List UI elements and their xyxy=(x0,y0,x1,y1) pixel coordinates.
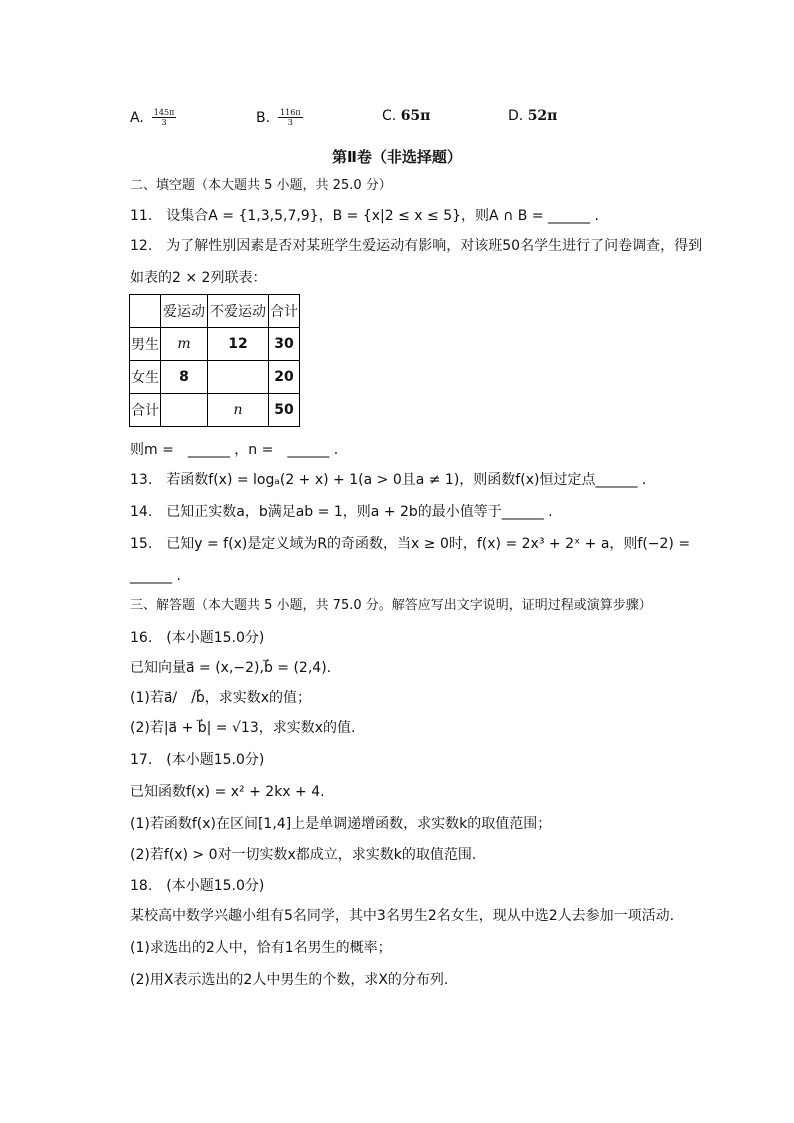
table-header-cell: 爱运动 xyxy=(161,295,208,328)
table-cell: n xyxy=(208,394,269,427)
option-a xyxy=(130,108,176,127)
section-title: 第Ⅱ卷（非选择题） xyxy=(332,148,462,166)
question-17-head: 17. (本小题15.0分) xyxy=(130,752,265,768)
option-d-label: D. xyxy=(508,108,524,124)
question-17-part1: (1)若函数f(x)在区间[1,4]上是单调递增函数，求实数k的取值范围； xyxy=(130,816,552,832)
option-c xyxy=(382,108,430,124)
question-12-answer: 则m = ______ ，n = ______ . xyxy=(130,442,339,458)
table-row xyxy=(130,394,300,427)
table-cell: 合计 xyxy=(130,394,161,427)
contingency-table xyxy=(129,294,300,427)
option-b-fraction xyxy=(278,108,303,127)
option-b xyxy=(256,108,303,127)
question-18-stem: 某校高中数学兴趣小组有5名同学，其中3名男生2名女生，现从中选2人去参加一项活动. xyxy=(130,908,675,924)
table-cell: 50 xyxy=(269,394,300,427)
question-17-part2: (2)若f(x) > 0对一切实数x都成立，求实数k的取值范围. xyxy=(130,847,477,863)
table-cell: 20 xyxy=(269,361,300,394)
question-12-line1: 12. 为了解性别因素是否对某班学生爱运动有影响，对该班50名学生进行了问卷调查，得到 xyxy=(130,238,703,254)
question-16-part1: (1)若a⃗/ /b⃗，求实数x的值； xyxy=(130,690,312,706)
table-cell: 30 xyxy=(269,328,300,361)
fill-blank-header: 二、填空题（本大题共 5 小题，共 25.0 分） xyxy=(130,178,392,193)
table-cell xyxy=(208,361,269,394)
option-c-value: 65π xyxy=(400,108,431,124)
question-11: 11. 设集合A = {1,3,5,7,9}，B = {x|2 ≤ x ≤ 5}，则A ∩ B = ______ . xyxy=(130,208,599,224)
table-header-cell: 合计 xyxy=(269,295,300,328)
table-header-cell: 不爱运动 xyxy=(208,295,269,328)
table-cell: 男生 xyxy=(130,328,161,361)
question-15-line1: 15. 已知y = f(x)是定义域为R的奇函数，当x ≥ 0时，f(x) = 2x³ + 2ˣ + a，则f(−2) = xyxy=(130,536,691,552)
table-cell: m xyxy=(161,328,208,361)
table-row xyxy=(130,328,300,361)
option-b-label: B. xyxy=(256,109,271,126)
table-cell: 女生 xyxy=(130,361,161,394)
question-18-part1: (1)求选出的2人中，恰有1名男生的概率； xyxy=(130,940,392,956)
question-15-line2: ______ . xyxy=(130,568,181,584)
question-12-line2: 如表的2 × 2列联表： xyxy=(130,270,267,286)
option-d-value: 52π xyxy=(527,108,558,124)
option-a-label: A. xyxy=(130,109,144,126)
question-18-head: 18. (本小题15.0分) xyxy=(130,878,265,894)
option-b-denominator: 3 xyxy=(287,118,293,127)
question-16-stem: 已知向量a⃗ = (x,−2),b⃗ = (2,4). xyxy=(130,660,332,676)
question-13: 13. 若函数f(x) = logₐ(2 + x) + 1(a > 0且a ≠ 1)，则函数f(x)恒过定点______ . xyxy=(130,472,647,488)
option-a-numerator: 145π xyxy=(153,108,175,117)
table-cell xyxy=(130,295,161,328)
option-a-denominator: 3 xyxy=(161,118,167,127)
option-b-numerator: 116π xyxy=(280,108,301,117)
table-cell: 8 xyxy=(161,361,208,394)
question-16-part2: (2)若|a⃗ + b⃗| = √13，求实数x的值. xyxy=(130,720,356,736)
question-18-part2: (2)用X表示选出的2人中男生的个数，求X的分布列. xyxy=(130,972,449,988)
option-a-fraction xyxy=(152,108,177,127)
table-row xyxy=(130,361,300,394)
option-d xyxy=(508,108,557,124)
question-17-stem: 已知函数f(x) = x² + 2kx + 4. xyxy=(130,784,325,800)
table-cell xyxy=(161,394,208,427)
option-c-label: C. xyxy=(382,108,397,124)
table-cell: 12 xyxy=(208,328,269,361)
solve-header: 三、解答题（本大题共 5 小题，共 75.0 分。解答应写出文字说明，证明过程或演算步骤） xyxy=(130,598,652,613)
table-header-row xyxy=(130,295,300,328)
question-16-head: 16. (本小题15.0分) xyxy=(130,630,265,646)
question-14: 14. 已知正实数a，b满足ab = 1，则a + 2b的最小值等于______ . xyxy=(130,504,553,520)
